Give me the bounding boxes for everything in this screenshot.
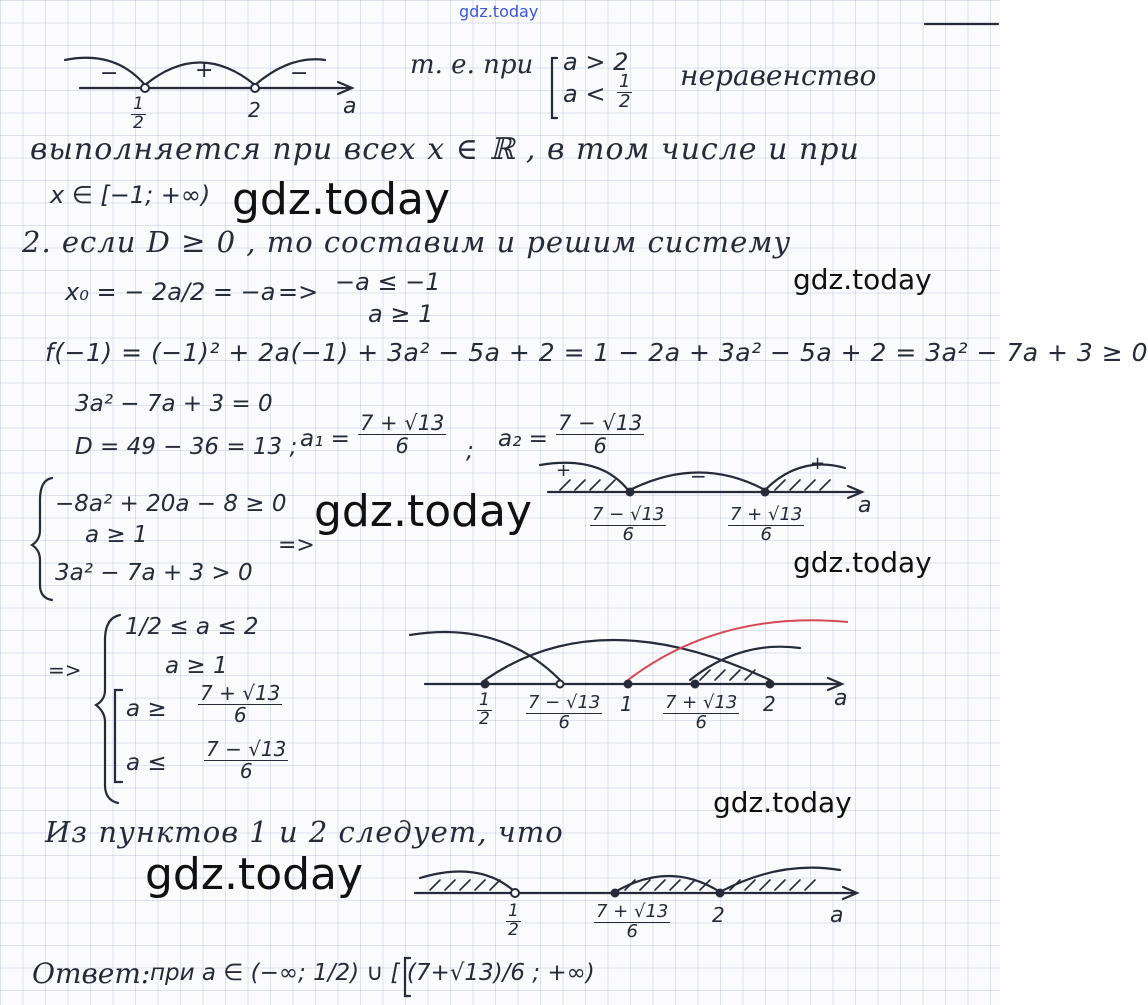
- axis2-two: 2: [763, 692, 776, 716]
- axis2-arc-big: [485, 640, 770, 680]
- watermark-6: gdz.today: [145, 849, 364, 900]
- system2-row4-prefix: a ≤: [126, 750, 167, 776]
- line3: x ∈ [−1; +∞): [50, 181, 211, 209]
- axis1-point-2: [762, 489, 769, 496]
- system1-arrow: =>: [278, 533, 315, 558]
- top-axis-a: a: [343, 94, 357, 119]
- system2-arrow: =>: [48, 658, 82, 682]
- system2-row2: a ≥ 1: [165, 653, 228, 679]
- line1-word: неравенство: [680, 59, 877, 92]
- watermark-2: gdz.today: [793, 263, 932, 296]
- top-point-half: [141, 84, 149, 92]
- axis1-plus-right: +: [810, 453, 826, 474]
- system2-bracket: [115, 690, 122, 782]
- axis1-point-1: [627, 489, 634, 496]
- axis1-a: a: [858, 493, 872, 518]
- axis2-p1-label: $\frac{7 - √13}{6}$: [528, 692, 601, 733]
- line7: 3a² − 7a + 3 = 0: [75, 391, 273, 417]
- top-plus-mid: +: [195, 58, 214, 83]
- system2-row3-fraction: $\frac{7 + √13}{6}$: [200, 681, 281, 727]
- axis2-arc-left: [410, 632, 560, 680]
- line1-prefix: т. е. при: [410, 50, 534, 80]
- axis1-p1-label: $\frac{7 - √13}{6}$: [592, 504, 665, 545]
- axis2-half-label: $\frac{1}{2}$: [479, 690, 490, 729]
- line8-a1-label: a₁ =: [300, 426, 350, 452]
- axis3-half-label: $\frac{1}{2}$: [508, 901, 519, 940]
- axis3-arc-right: [720, 868, 840, 892]
- line5-ineq2: a ≥ 1: [368, 300, 434, 328]
- axis2-point-half: [482, 681, 489, 688]
- case-b-prefix: a <: [563, 80, 606, 108]
- system1-row1: −8a² + 20a − 8 ≥ 0: [55, 491, 287, 517]
- top-two-label: 2: [248, 98, 261, 122]
- line5-arrow: =>: [278, 278, 319, 306]
- axis2-hatch: [700, 670, 755, 680]
- axis3-point-p: [612, 890, 619, 897]
- top-minus-left: −: [100, 61, 119, 86]
- axis3-point-half: [511, 889, 519, 897]
- axis2-a: a: [834, 686, 848, 711]
- line8-a2-label: a₂ =: [498, 426, 548, 452]
- axis2-point-two: [767, 681, 774, 688]
- axis2-arc-right: [690, 647, 800, 680]
- line5-ineq1: −a ≤ −1: [335, 268, 441, 296]
- top-point-two: [251, 84, 259, 92]
- system1-row2: a ≥ 1: [85, 522, 148, 548]
- top-minus-right: −: [290, 61, 309, 86]
- line8-a1-fraction: $\frac{7 + √13}{6}$: [360, 411, 445, 459]
- axis3-point-two: [717, 890, 724, 897]
- watermark-3: gdz.today: [314, 486, 533, 537]
- answer-label: Ответ:: [32, 957, 151, 990]
- axis1-arc-left: [540, 460, 628, 490]
- axis1-plus-left: +: [556, 460, 572, 481]
- axis2-point-p2: [692, 681, 699, 688]
- conclusion: Из пунктов 1 и 2 следует, что: [45, 815, 564, 849]
- axis3-two: 2: [712, 903, 725, 927]
- axis2-p2-label: $\frac{7 + √13}{6}$: [665, 692, 738, 733]
- top-watermark: gdz.today: [459, 2, 539, 21]
- axis1-arc-right: [765, 464, 845, 490]
- line8-sep: ;: [466, 438, 474, 464]
- watermark-1: gdz.today: [232, 174, 451, 225]
- axis1-minus-mid: −: [690, 464, 707, 488]
- watermark-5: gdz.today: [713, 786, 852, 819]
- line5-x0: x₀ = − 2a/2 = −a: [65, 278, 276, 306]
- axis1-p2-label: $\frac{7 + √13}{6}$: [730, 504, 803, 545]
- system2-brace: [96, 615, 120, 803]
- top-half-label: $\frac{1}{2}$: [133, 94, 144, 133]
- line4: 2. если D ≥ 0 , то составим и решим систему: [22, 225, 792, 259]
- axis3-a: a: [830, 903, 844, 928]
- system1-brace: [32, 478, 52, 600]
- axis2-point-p1: [557, 681, 564, 688]
- answer-text: при a ∈ (−∞; 1/2) ∪ [ (7+√13)/6 ; +∞): [150, 960, 595, 986]
- watermark-4: gdz.today: [793, 546, 932, 579]
- line8-disc: D = 49 − 36 = 13 ;: [75, 434, 298, 460]
- system1-row3: 3a² − 7a + 3 > 0: [55, 560, 253, 586]
- line6: f(−1) = (−1)² + 2a(−1) + 3a² − 5a + 2 = 1 − 2a + 3a² − 5a + 2 = 3a² − 7a + 3 ≥ 0: [45, 338, 1148, 367]
- system2-row3-prefix: a ≥: [126, 696, 167, 722]
- axis2-point-one: [625, 681, 632, 688]
- axis2-one: 1: [620, 692, 633, 716]
- axis3-p-label: $\frac{7 + √13}{6}$: [596, 901, 669, 942]
- line2: выполняется при всех x ∈ ℝ , в том числе и при: [30, 132, 860, 167]
- line8-a2-fraction: $\frac{7 - √13}{6}$: [558, 411, 643, 459]
- case-a: a > 2: [563, 48, 629, 76]
- case-b-fraction: $\frac{1}{2}$: [619, 71, 631, 112]
- system2-row1: 1/2 ≤ a ≤ 2: [125, 614, 259, 640]
- case-bracket: [552, 58, 557, 118]
- system2-row4-fraction: $\frac{7 - √13}{6}$: [206, 737, 287, 783]
